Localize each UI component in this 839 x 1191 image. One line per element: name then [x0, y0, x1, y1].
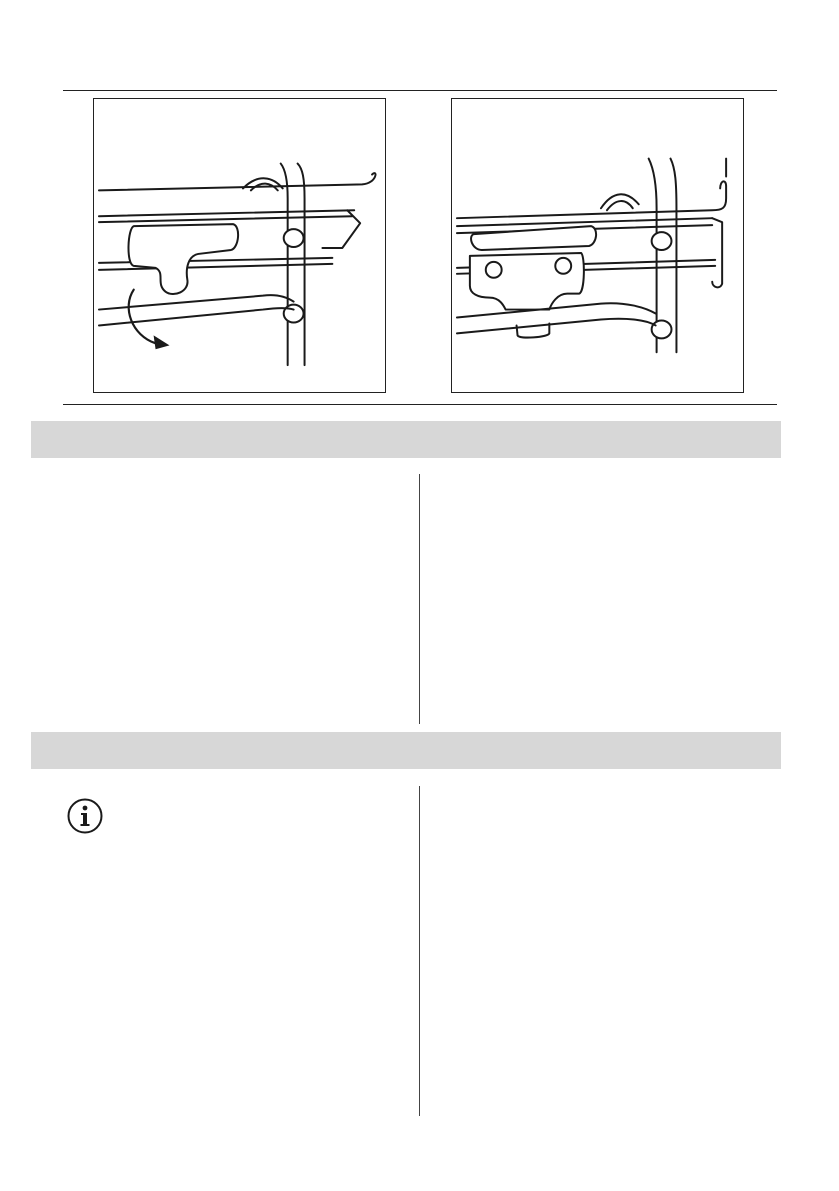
section-2-right-column: [436, 790, 781, 1110]
section-1-header: [31, 421, 781, 458]
section-2-left-column: [110, 790, 400, 1110]
shelf-support-installed-illustration: [452, 99, 743, 392]
arrow-head: [154, 335, 170, 349]
section-1-right-column: [436, 474, 781, 724]
figure-shelf-support-release: [93, 98, 386, 393]
section-2-column-divider: [419, 786, 420, 1116]
info-icon: [66, 797, 104, 835]
section-2-header: [31, 732, 781, 769]
section-1-left-column: [31, 474, 401, 724]
section-1-column-divider: [419, 474, 420, 724]
shelf-support-release-illustration: [94, 99, 385, 392]
top-rule: [63, 90, 777, 91]
figure-shelf-support-installed: [451, 98, 744, 393]
figure-bottom-rule: [63, 404, 777, 405]
